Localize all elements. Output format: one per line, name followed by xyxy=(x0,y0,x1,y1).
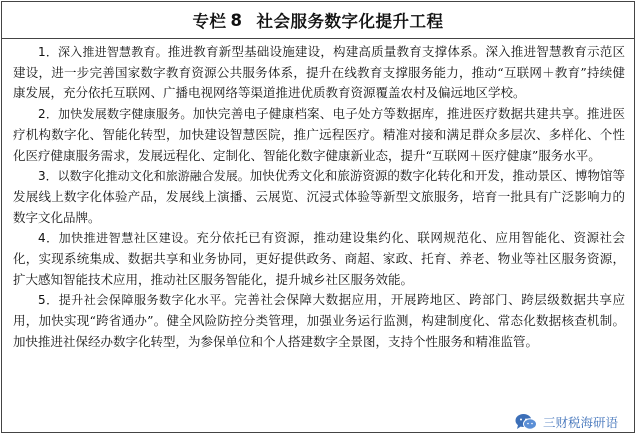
item-paragraph xyxy=(13,228,625,290)
item-text: 推进教育新型基础设施建设，构建高质量教育支撑体系。深入推进智慧教育示范区建设，进一步完善国家数字教育资源公共服务体系，提升在线教育支撑服务能力，推动“互联网＋教育”持续健康发展，充分依托互联网、广播电视网络等渠道推进优质教育资源覆盖农村及偏远地区学校。 xyxy=(13,44,625,101)
item-paragraph xyxy=(13,104,625,166)
item-text: 充分依托已有资源，推动建设集约化、联网规范化、应用智能化、资源社会化，实现系统集成、数据共享和业务协同，更好提供政务、商超、家政、托育、养老、物业等社区服务资源，扩大感知智能技术应用，推动社区服务智能化，提升城乡社区服务效能。 xyxy=(13,230,625,287)
box-label: 专栏 xyxy=(192,12,227,31)
item-text: 加快完善电子健康档案、电子处方等数据库，推进医疗数据共建共享。推进医疗机构数字化、智能化转型，加快建设智慧医院，推广远程医疗。精准对接和满足群众多层次、多样化、个性化医疗健康服务需求，发展远程化、定制化、智能化数字健康新业态，提升“互联网＋医疗健康”服务水平。 xyxy=(13,106,625,163)
item-heading: 1．深入推进智慧教育。 xyxy=(38,45,168,59)
item-paragraph xyxy=(13,290,625,352)
box-header xyxy=(2,2,634,39)
item-paragraph xyxy=(13,42,625,104)
wechat-icon xyxy=(515,413,537,431)
column-box xyxy=(1,1,635,433)
box-body xyxy=(13,42,625,353)
box-number: 8 xyxy=(230,10,243,30)
item-heading: 4．加快推进智慧社区建设。 xyxy=(38,231,197,246)
watermark xyxy=(511,413,622,431)
item-paragraph xyxy=(13,166,625,228)
item-heading: 5．提升社会保障服务数字化水平。 xyxy=(38,293,235,308)
item-heading: 2．加快发展数字健康服务。 xyxy=(38,107,193,122)
box-title: 社会服务数字化提升工程 xyxy=(256,12,444,31)
item-text: 加快优秀文化和旅游资源的数字化转化和开发，推动景区、博物馆等发展线上数字化体验产品，发展线上演播、云展览、沉浸式体验等新型文旅服务，培育一批具有广泛影响力的数字文化品牌。 xyxy=(13,168,625,225)
watermark-text: 三财税海研语 xyxy=(542,415,618,430)
item-heading: 3．以数字化推动文化和旅游融合发展。 xyxy=(38,169,250,184)
item-text: 完善社会保障大数据应用，开展跨地区、跨部门、跨层级数据共享应用，加快实现“跨省通办”。健全风险防控分类管理，加强业务运行监测，构建制度化、常态化数据核查机制。加快推进社保经办数字化转型，为参保单位和个人搭建数字全景图，支持个性服务和精准监管。 xyxy=(13,292,625,349)
